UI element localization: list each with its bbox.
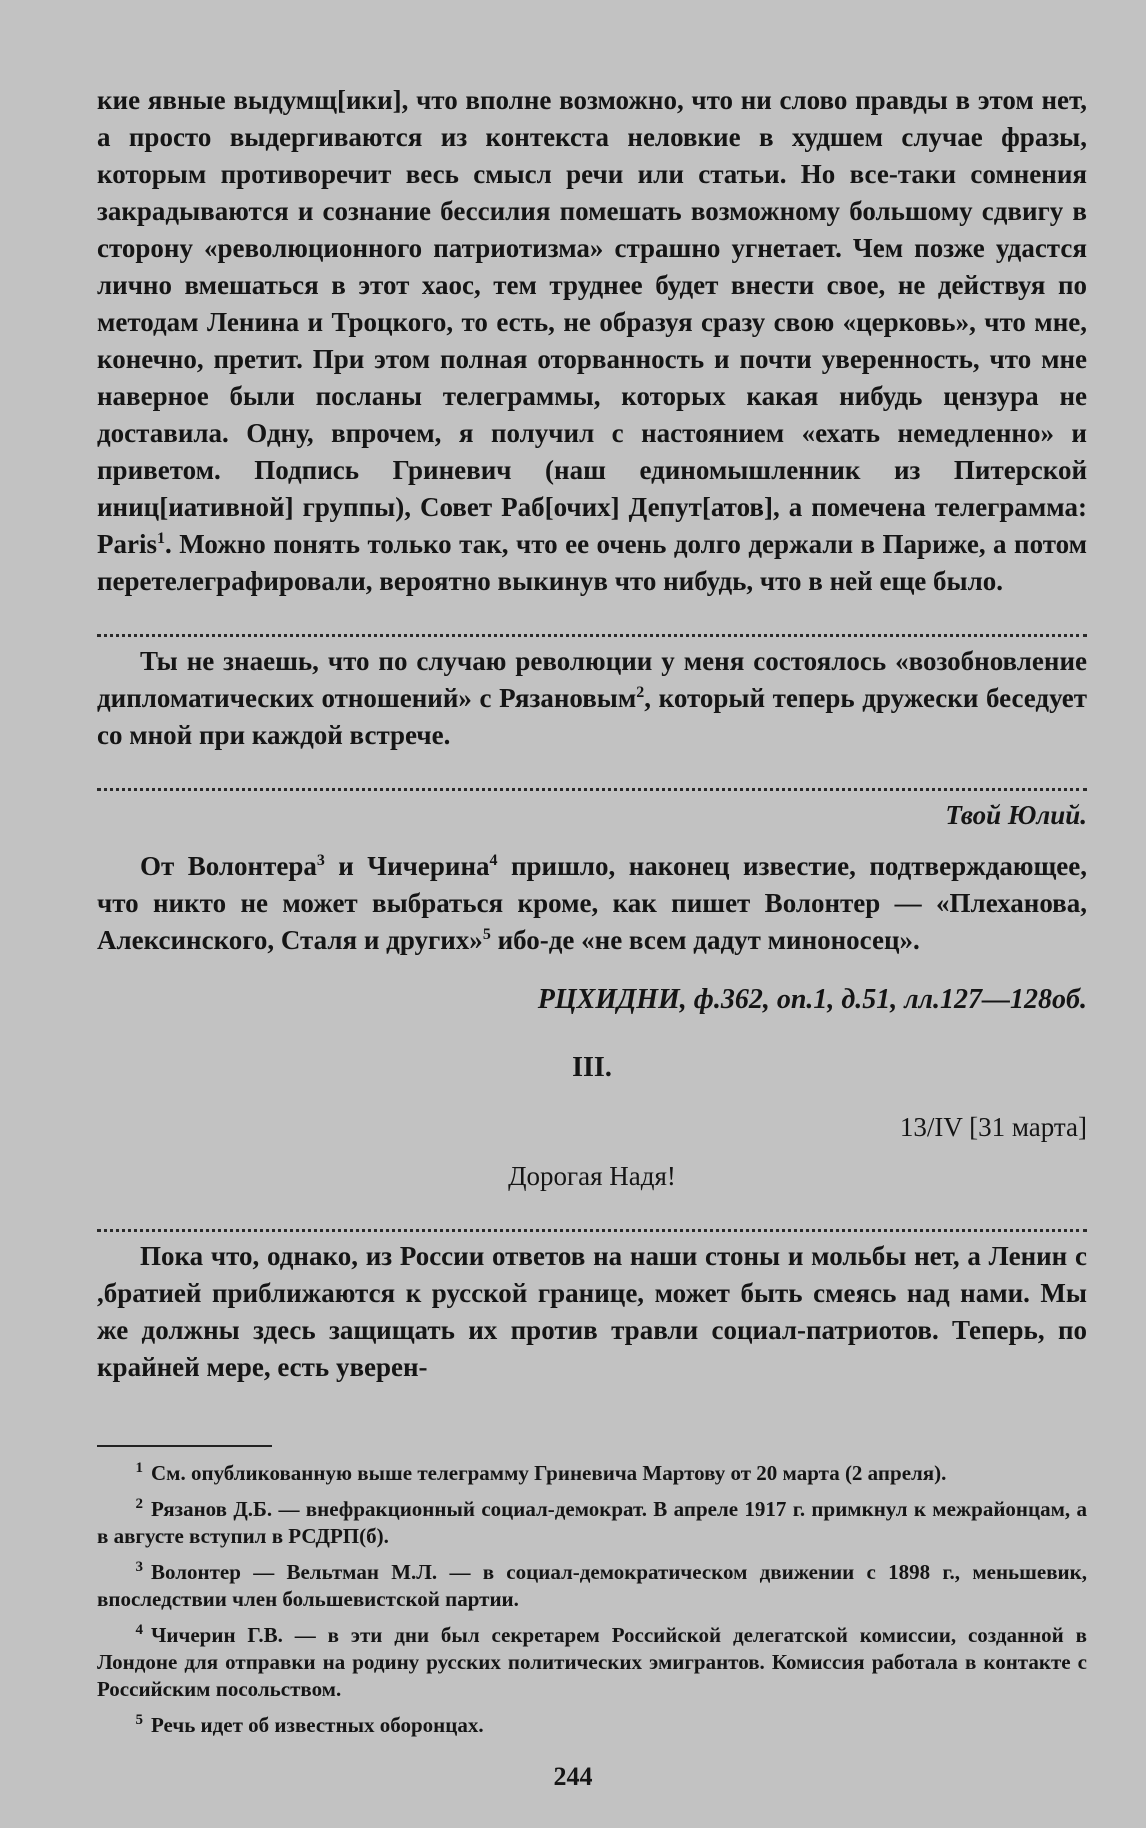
footnote-text: Рязанов Д.Б. — внефракционный социал-демократ. В апреле 1917 г. примкнул к межрайонцам, а в августе вступил в РСДРП(б).	[97, 1497, 1087, 1548]
footnote-number: 2	[135, 1496, 143, 1512]
footnote-3	[97, 1554, 1087, 1613]
footnote-ref-5[interactable]: 5	[482, 926, 491, 943]
paragraph-2	[97, 643, 1087, 754]
footnotes	[97, 1455, 1087, 1743]
ellipsis-divider	[97, 1195, 1087, 1232]
footnote-number: 3	[135, 1559, 143, 1575]
footnote-4	[97, 1617, 1087, 1703]
footnote-separator	[97, 1445, 272, 1447]
footnote-ref-3[interactable]: 3	[316, 852, 325, 869]
footnote-5	[97, 1707, 1087, 1739]
footnote-1	[97, 1455, 1087, 1487]
paragraph-1	[97, 82, 1087, 600]
footnote-2	[97, 1491, 1087, 1550]
paragraph-1-tail: . Можно понять только так, что ее очень долго держали в Париже, а потом перетелеграфировали, вероятно выкинув что нибудь, что в ней еще было.	[97, 529, 1087, 596]
paragraph-3	[97, 848, 1087, 959]
footnote-text: Речь идет об известных оборонцах.	[151, 1713, 484, 1737]
footnote-ref-4[interactable]: 4	[489, 852, 498, 869]
paragraph-2-tail: , который теперь дружески беседует со мной при каждой встрече.	[97, 683, 1087, 750]
paragraph-3-text-a: От Волонтера	[140, 851, 317, 881]
signature: Твой Юлий.	[945, 800, 1087, 830]
footnote-ref-1[interactable]: 1	[157, 530, 165, 547]
footnote-number: 4	[135, 1622, 143, 1638]
footnote-text: Чичерин Г.В. — в эти дни был секретарем Российской делегатской комиссии, созданной в Лондоне для отправки на родину русских политических эмигрантов. Комиссия работала в контакте с Российским посольством.	[97, 1623, 1087, 1701]
paragraph-2-text: Ты не знаешь, что по случаю революции у меня состоялось «возобновление дипломатических отношений» с Рязановым	[97, 646, 1087, 713]
section-number: III.	[572, 1052, 612, 1083]
paragraph-3-text-d: ибо-де «не всем дадут миноносец».	[490, 925, 920, 955]
paragraph-3-text-b: и Чичерина	[324, 851, 490, 881]
footnote-number: 1	[135, 1460, 143, 1476]
paragraph-3-text-c: пришло, наконец известие, подтверждающее, что никто не может выбраться кроме, как пишет Волонтер — «Плеханова, Алексинского, Сталя и других»	[97, 851, 1087, 955]
ellipsis-divider	[97, 600, 1087, 637]
footnote-text: Волонтер — Вельтман М.Л. — в социал-демократическом движении с 1898 г., меньшевик, впоследствии член большевистской партии.	[97, 1560, 1087, 1611]
ellipsis-divider	[97, 754, 1087, 791]
footnote-ref-2[interactable]: 2	[636, 684, 645, 701]
archive-reference: РЦХИДНИ, ф.362, оп.1, д.51, лл.127—128об.	[537, 984, 1087, 1015]
footnote-number: 5	[135, 1712, 143, 1728]
paragraph-4: Пока что, однако, из России ответов на наши стоны и мольбы нет, а Ленин с ,братией приближаются к русской границе, может быть смеясь над нами. Мы же должны здесь защищать их против травли социал-патриотов. Теперь, по крайней мере, есть уверен-	[97, 1241, 1087, 1382]
page-number: 244	[553, 1762, 593, 1791]
main-text	[97, 82, 1087, 1386]
letter-date: 13/IV [31 марта]	[899, 1112, 1087, 1142]
footnote-text: См. опубликованную выше телеграмму Гриневича Мартову от 20 марта (2 апреля).	[151, 1461, 947, 1485]
salutation: Дорогая Надя!	[508, 1161, 676, 1191]
paragraph-1-text: кие явные выдумщ[ики], что вполне возможно, что ни слово правды в этом нет, а просто выдергиваются из контекста неловкие в худшем случае фразы, которым противоречит весь смысл речи или статьи. Но все-таки сомнения закрадываются и сознание бессилия помешать возможному большому сдвигу в сторону «революционного патриотизма» страшно угнетает. Чем позже удастся лично вмешаться в этот хаос, тем труднее будет внести свое, не действуя по методам Ленина и Троцкого, то есть, не образуя сразу свою «церковь», что мне, конечно, претит. При этом полная оторванность и почти уверенность, что мне наверное были посланы телеграммы, которых какая нибудь цензура не доставила. Одну, впрочем, я получил с настоянием «ехать немедленно» и приветом. Подпись Гриневич (наш единомышленник из Питерской иниц[иативной] группы), Совет Раб[очих] Депут[атов], а помечена телеграмма: Paris	[97, 85, 1087, 559]
